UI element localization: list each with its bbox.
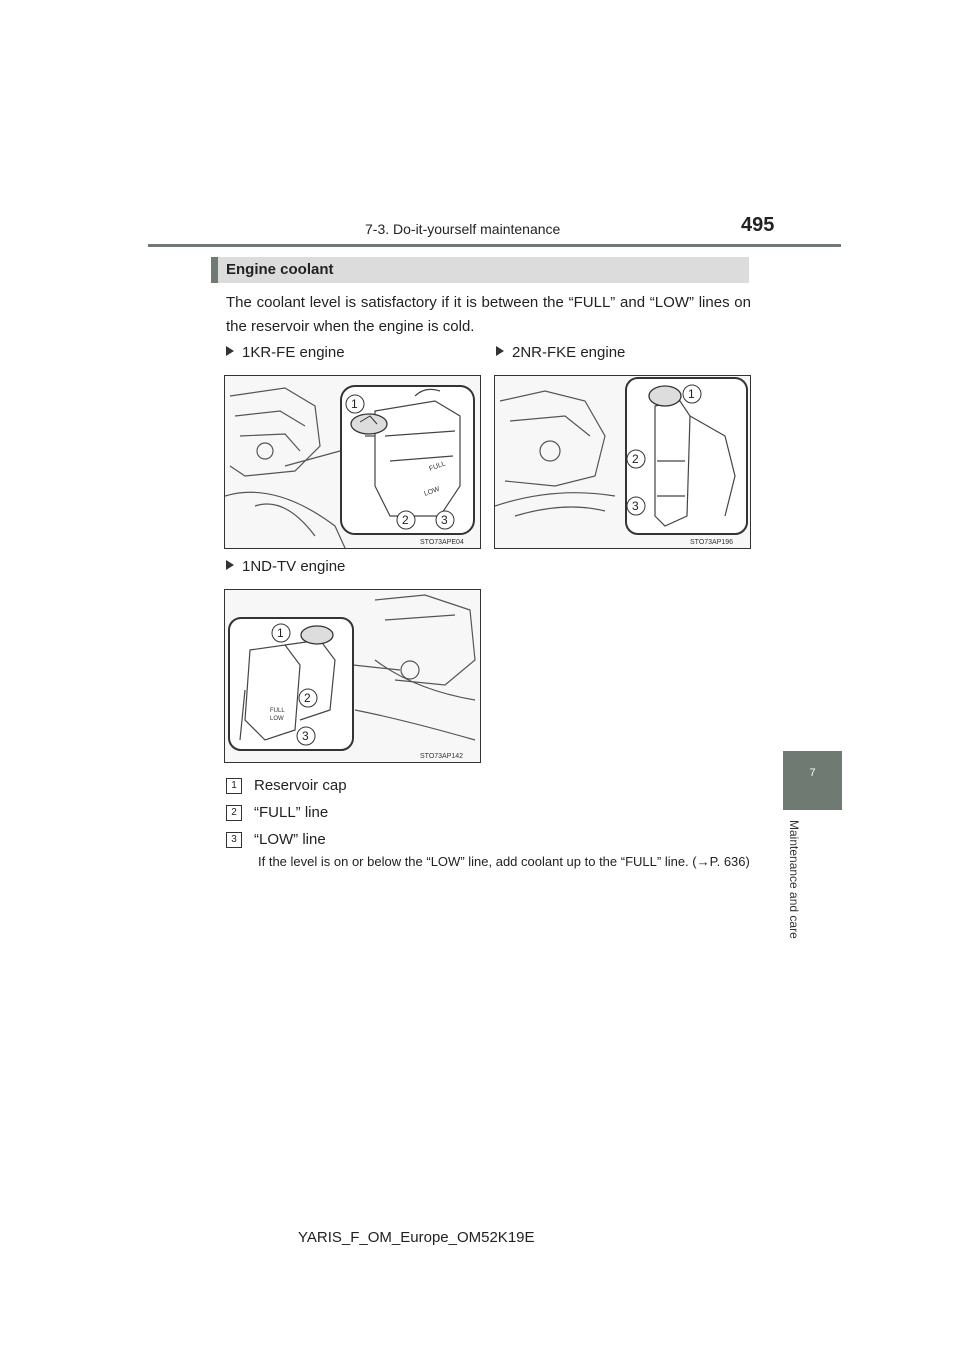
figure-label-1kr-text: 1KR-FE engine — [242, 344, 345, 361]
legend-number: 1 — [226, 778, 242, 794]
legend-text: “FULL” line — [254, 804, 329, 821]
legend-number: 3 — [226, 832, 242, 848]
figure-1kr-fe — [224, 375, 481, 549]
engine-illustration-2nr — [495, 376, 750, 548]
figure-code: STO73APE04 — [420, 539, 464, 546]
coolant-note: If the level is on or below the “LOW” line, add coolant up to the “FULL” line. (→P. 636) — [258, 854, 750, 869]
full-mark-label: FULL — [270, 708, 285, 714]
triangle-bullet-icon — [496, 346, 504, 356]
figure-2nr-fke — [494, 375, 751, 549]
section-breadcrumb: 7-3. Do-it-yourself maintenance — [365, 221, 561, 237]
header-divider — [148, 244, 841, 247]
triangle-bullet-icon — [226, 560, 234, 570]
figure-label-1nd — [226, 558, 345, 575]
triangle-bullet-icon — [226, 346, 234, 356]
figure-code: STO73AP196 — [690, 539, 734, 546]
callout-3: 3 — [441, 513, 448, 527]
legend-number: 2 — [226, 805, 242, 821]
low-mark-label: LOW — [423, 485, 441, 498]
figure-label-2nr — [496, 344, 625, 361]
legend-text: “LOW” line — [254, 831, 326, 848]
low-mark-label: LOW — [270, 716, 284, 722]
section-heading: Engine coolant — [211, 257, 749, 283]
legend-item-low-line — [226, 831, 326, 848]
legend-text: Reservoir cap — [254, 777, 347, 794]
intro-paragraph: The coolant level is satisfactory if it is between the “FULL” and “LOW” lines on the reservoir when the engine is cold. — [226, 294, 751, 335]
figure-label-1nd-text: 1ND-TV engine — [242, 558, 346, 575]
document-footer: YARIS_F_OM_Europe_OM52K19E — [298, 1229, 535, 1246]
legend-item-reservoir-cap — [226, 777, 347, 794]
legend-item-full-line — [226, 804, 328, 821]
chapter-tab[interactable]: 7 — [783, 751, 842, 810]
engine-illustration-1nd — [225, 590, 480, 762]
engine-illustration-1kr — [225, 376, 480, 548]
callout-3: 3 — [632, 499, 639, 513]
callout-2: 2 — [304, 691, 311, 705]
callout-1: 1 — [351, 397, 358, 411]
figure-label-2nr-text: 2NR-FKE engine — [512, 344, 626, 361]
figure-1nd-tv — [224, 589, 481, 763]
callout-2: 2 — [632, 452, 639, 466]
callout-3: 3 — [302, 729, 309, 743]
callout-1: 1 — [277, 626, 284, 640]
page-number: 495 — [741, 214, 775, 236]
figure-code: STO73AP142 — [420, 753, 464, 760]
figure-label-1kr — [226, 344, 345, 361]
chapter-label-text: Maintenance and care — [787, 820, 801, 939]
callout-2: 2 — [402, 513, 409, 527]
callout-1: 1 — [688, 387, 695, 401]
chapter-label — [783, 820, 803, 965]
full-mark-label: FULL — [428, 460, 447, 473]
